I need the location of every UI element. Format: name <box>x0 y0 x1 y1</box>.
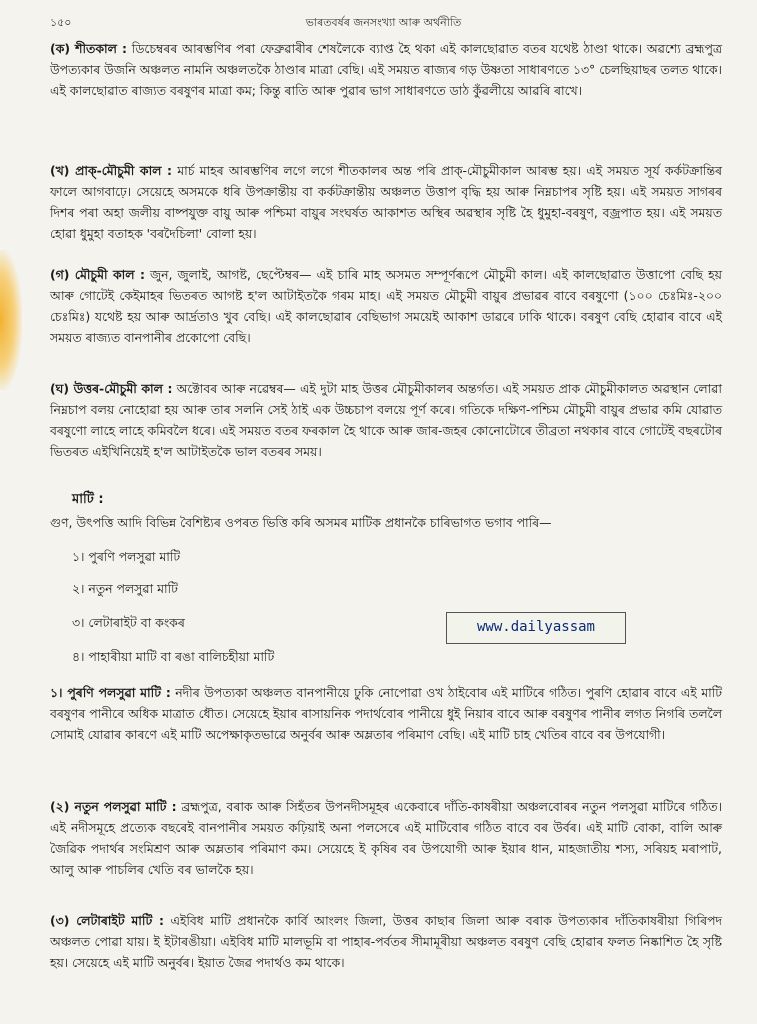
soil-heading: মাটি : <box>72 492 104 507</box>
section-heading: (গ) মৌচুমী কাল : <box>50 267 145 282</box>
section-body: জুন, জুলাই, আগষ্ট, ছেপ্টেম্বৰ— এই চাৰি মাহ অসমত সম্পূৰ্ণৰূপে মৌচুমী কাল। এই কালছোৱাত উত্তাপো বেছি হয় আৰু গোটেই কেইমাহৰ ভিতৰত আগষ্ট হ'ল আটাইতকৈ গৰম মাহ। এই সময়ত মৌচুমী বায়ুৰ প্ৰভাৱৰ বাবে বৰষুণো (১০০ চেঃমিঃ-২০০ চেঃমিঃ) যথেষ্ট হয় আৰু আৰ্দ্ৰতাও খুব বেছি। এই কালছোৱাৰ বেছিভাগ সময়েই আকাশ ডাৱৰে ঢাকি থাকে। বৰষুণ বেছি হোৱাৰ বাবে এই সময়ত ৰাজ্যত বানপানীৰ প্ৰকোপো বেছি। <box>50 267 722 345</box>
soil-laterite <box>50 910 722 973</box>
section-monsoon <box>50 264 722 348</box>
soil-list-item: ২। নতুন পলসুৱা মাটি <box>72 581 178 596</box>
soil-old-alluvial <box>50 682 722 745</box>
section-body: নদীৰ উপত্যকা অঞ্চলত বানপানীয়ে ঢুকি নোপোৱা ওখ ঠাইবোৰ এই মাটিৰে গঠিত। পুৰণি হোৱাৰ বাবে এই মাটি বৰষুণৰ পানীৰে অধিক মাত্ৰাত ধৌত। সেয়েহে ইয়াৰ ৰাসায়নিক পদাৰ্থবোৰ পানীয়ে ধুই নিয়াৰ বাবে আৰু বৰষুণৰ পানীৰ লগত নিগৰি তললৈ সোমাই যোৱাৰ কাৰণে এই মাটি অপেক্ষাকৃতভাৱে অনুৰ্বৰ আৰু অম্লতাৰ পৰিমাণ বেছি। এই মাটি চাহ খেতিৰ বাবে বৰ উপযোগী। <box>50 685 722 742</box>
section-heading: (ঘ) উত্তৰ-মৌচুমী কাল : <box>50 381 173 396</box>
page-number: ১৫০ <box>50 16 72 29</box>
soil-intro: গুণ, উৎপত্তি আদি বিভিন্ন বৈশিষ্ট্যৰ ওপৰত ভিত্তি কৰি অসমৰ মাটিক প্ৰধানকৈ চাৰিভাগত ভগাব পাৰি— <box>50 515 552 530</box>
section-body: ব্ৰহ্মপুত্ৰ, বৰাক আৰু সিহঁতৰ উপনদীসমূহৰ একেবাৰে দাঁতি-কাষৰীয়া অঞ্চলবোৰৰ নতুন পলসুৱা মাটিৰে গঠিত। এই নদীসমূহে প্ৰত্যেক বছৰেই বানপানীৰ সময়ত কঢ়িয়াই অনা পলসেৰে এই মাটিবোৰ গঠিত বাবে বৰ উৰ্বৰ। এই মাটি বোকা, বালি আৰু জৈৱিক পদাৰ্থৰ সংমিশ্ৰণ আৰু অম্লতাৰ পৰিমাণ কম। সেয়েহে ই কৃষিৰ বৰ উপযোগী আৰু ইয়াৰ ধান, মাহজাতীয় শস্য, সৰিয়হ মৰাপাট, আলু আৰু পাচলিৰ খেতি বৰ ভালকৈ হয়। <box>50 799 722 877</box>
section-body: এইবিধ মাটি প্ৰধানকৈ কাৰ্বি আংলং জিলা, উত্তৰ কাছাৰ জিলা আৰু বৰাক উপত্যকাৰ দাঁতিকাষৰীয়া গিৰিপদ অঞ্চলত পোৱা যায়। ই ইটাৰঙীয়া। এইবিধ মাটি মালভূমি বা পাহাৰ-পৰ্বতৰ সীমামূৰীয়া অঞ্চলত বৰষুণ বেছি হোৱাৰ ফলত নিষ্কাশিত হৈ সৃষ্টি হয়। সেয়েহে এই মাটি অনুৰ্বৰ। ইয়াত জৈৱ পদাৰ্থও কম থাকে। <box>50 913 722 970</box>
soil-list-item: ১। পুৰণি পলসুৱা মাটি <box>72 549 181 564</box>
running-title: ভাৰতবৰ্ষৰ জনসংখ্যা আৰু অৰ্থনীতি <box>305 16 462 29</box>
soil-new-alluvial <box>50 796 722 880</box>
section-heading: (ক) শীতকাল : <box>50 41 127 56</box>
soil-list-item: ৪। পাহাৰীয়া মাটি বা ৰঙা বালিচহীয়া মাটি <box>72 649 275 664</box>
section-body: ডিচেম্বৰৰ আৰম্ভণিৰ পৰা ফেব্ৰুৱাৰীৰ শেষলৈকে ব্যাপ্ত হৈ থকা এই কালছোৱাত বতৰ যথেষ্ট ঠাণ্ডা থাকে। অৱশ্যে ব্ৰহ্মপুত্ৰ উপত্যকাৰ উজনি অঞ্চলত নামনি অঞ্চলতকৈ ঠাণ্ডাৰ মাত্ৰা বেছি। এই সময়ত ৰাজ্যৰ গড় উষ্ণতা সাধাৰণতে ১৩° চেলছিয়াছৰ তলত থাকে। এই কালছোৱাত ৰাজ্যত বৰষুণৰ মাত্ৰা কম; কিন্তু ৰাতি আৰু পুৱাৰ ভাগ সাধাৰণতে ডাঠ কুঁৱলীয়ে আৱৰি ৰাখে। <box>50 41 722 98</box>
section-body: মাৰ্চ মাহৰ আৰম্ভণিৰ লগে লগে শীতকালৰ অন্ত পৰি প্ৰাক্‌-মৌচুমীকাল আৰম্ভ হয়। এই সময়ত সূৰ্য কৰ্কটক্ৰান্তিৰ ফালে আগবাঢ়ে। সেয়েহে অসমকে ধৰি উপক্ৰান্তীয় বা কৰ্কটক্ৰান্তীয় অঞ্চলত উত্তাপ বৃদ্ধি হয় আৰু নিম্নচাপৰ সৃষ্টি হয়। এই সময়ত সাগৰৰ দিশৰ পৰা অহা জলীয় বাষ্পযুক্ত বায়ু আৰু পশ্চিমা বায়ুৰ সংঘৰ্ষত আকাশত অস্থিৰ অৱস্থাৰ সৃষ্টি হৈ ধুমুহা-বৰষুণ, বজ্ৰপাত হয়। এই সময়ত হোৱা ধুমুহা বতাহক 'বৰদৈচিলা' বোলা হয়। <box>50 163 722 241</box>
page-header <box>50 14 717 34</box>
section-heading: ১। পুৰণি পলসুৱা মাটি : <box>50 685 171 700</box>
section-body: অক্টোবৰ আৰু নৱেম্বৰ— এই দুটা মাহ উত্তৰ মৌচুমীকালৰ অন্তৰ্গত। এই সময়ত প্ৰাক মৌচুমীকালত অৱস্থান লোৱা নিম্নচাপ বলয় নোহোৱা হয় আৰু তাৰ সলনি সেই ঠাই এক উচ্চচাপ বলয়ে পূৰ্ণ কৰে। গতিকে দক্ষিণ-পশ্চিম মৌচুমী বায়ুৰ প্ৰভাৱ কমি যোৱাত বৰষুণো লাহে লাহে কমিবলৈ ধৰে। এই সময়ত বতৰ ফৰকাল হৈ থাকে আৰু জাৰ-জহৰ কোনোটোৰে তীব্ৰতা নথকাৰ বাবে গোটেই বছৰটোৰ ভিতৰত এইখিনিয়েই হ'ল আটাইতকৈ ভাল বতৰৰ সময়। <box>50 381 722 459</box>
section-post-monsoon <box>50 378 722 462</box>
section-heading: (৩) লেটাৰাইট মাটি : <box>50 913 164 928</box>
section-winter <box>50 38 722 101</box>
website-stamp: www.dailyassam <box>446 612 626 644</box>
section-pre-monsoon <box>50 160 722 244</box>
soil-list-item: ৩। লেটাৰাইট বা কংকৰ <box>72 615 185 630</box>
section-heading: (২) নতুন পলসুৱা মাটি : <box>50 799 177 814</box>
section-heading: (খ) প্ৰাক্‌-মৌচুমী কাল : <box>50 163 172 178</box>
lens-flare <box>0 250 22 390</box>
